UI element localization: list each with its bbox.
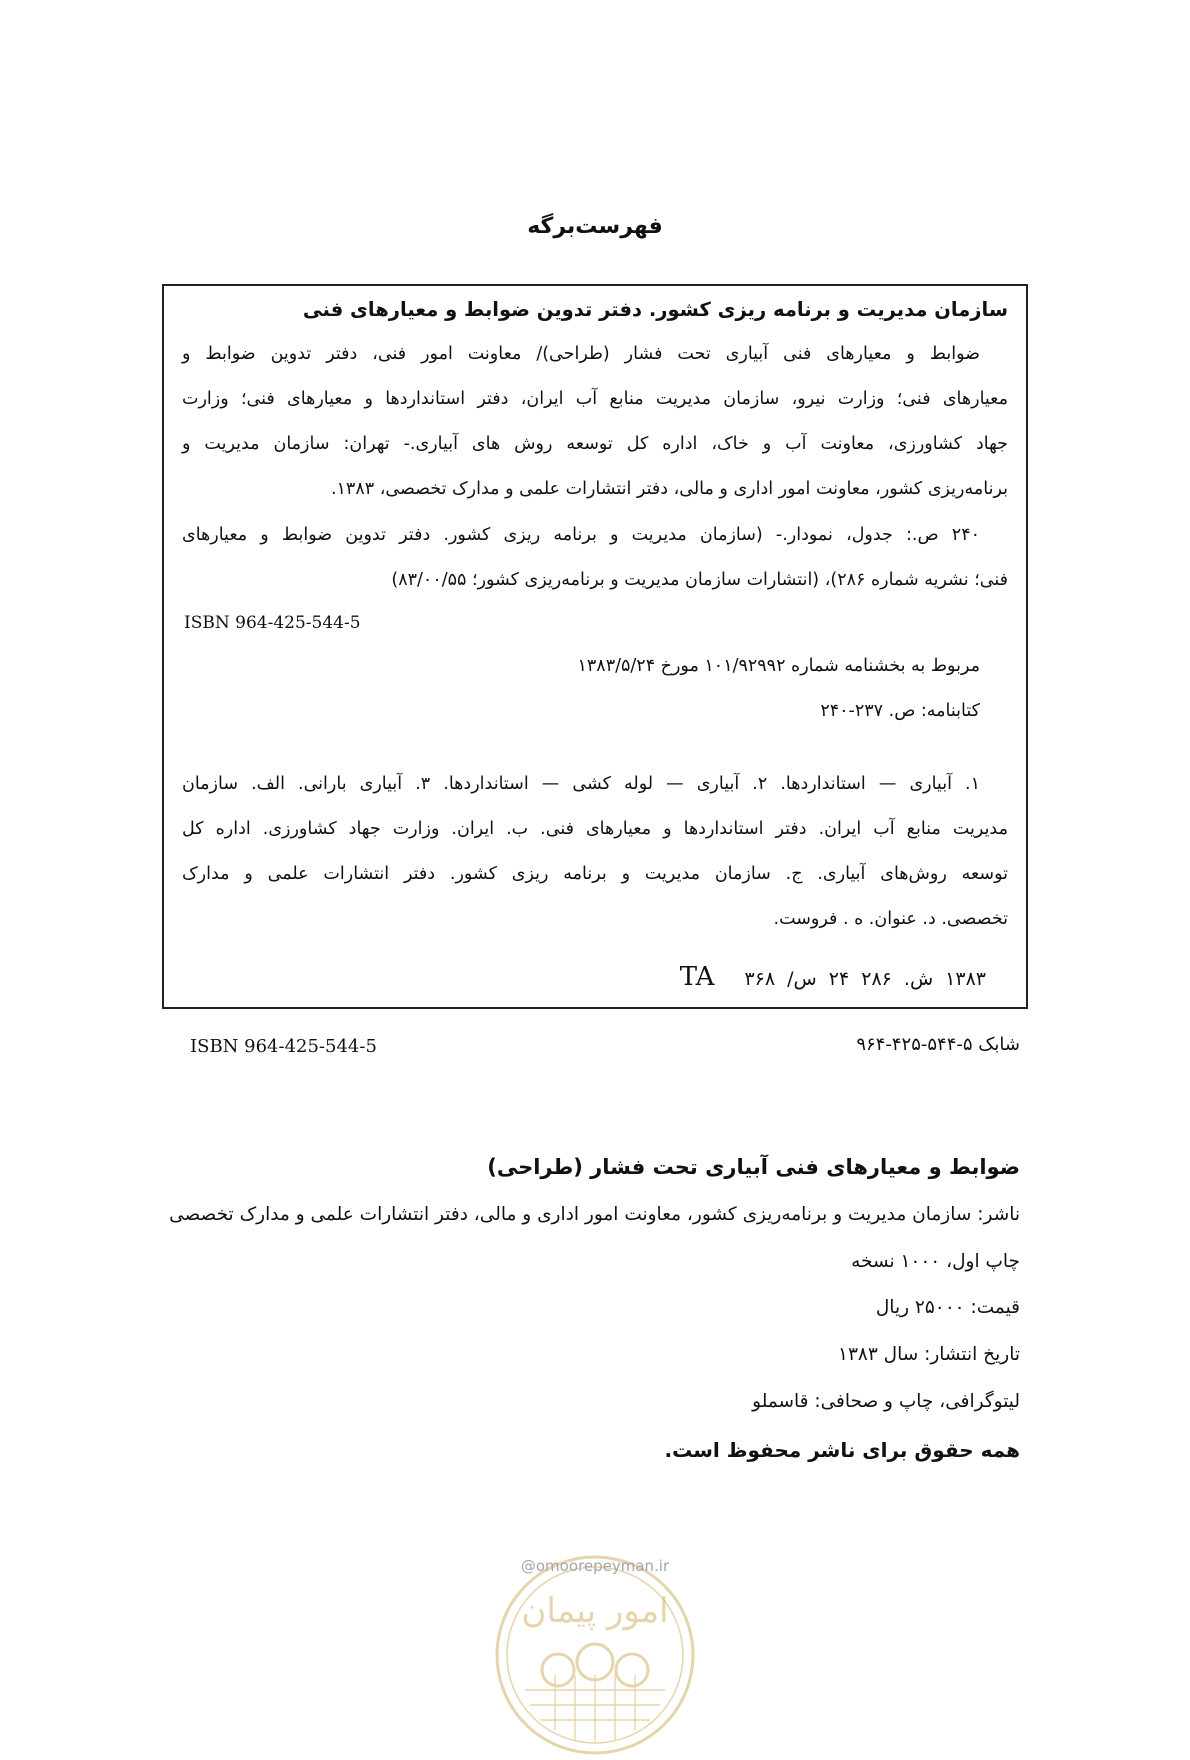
catalog-isbn: ISBN 964-425-544-5 [184,613,361,633]
publisher-line: ناشر: سازمان مدیریت و برنامه‌ریزی کشور، معاونت امور اداری و مالی، دفتر انتشارات علمی و مدارک تخصصی [169,1204,1020,1225]
seal-text: امور پیمان [521,1591,669,1631]
catalog-title-line: برنامه‌ریزی کشور، معاونت امور اداری و مالی، دفتر انتشارات علمی و مدارک تخصصی، ۱۳۸۳. [330,479,1008,499]
classification-number: ۱۳۸۳ ش. ۲۸۶ ۲۴ س/ ۳۶۸ [744,968,986,990]
catalog-physical-line: ۲۴۰ ص.: جدول، نمودار.- (سازمان مدیریت و برنامه ریزی کشور. دفتر تدوین ضوابط و معیارهای [182,525,980,545]
publication-title: ضوابط و معیارهای فنی آبیاری تحت فشار (طراحی) [487,1155,1020,1179]
catalog-title-line: جهاد کشاورزی، معاونت آب و خاک، اداره کل توسعه روش های آبیاری.- تهران: سازمان مدیریت و [182,434,1008,454]
catalog-classification [680,962,986,992]
page-title: فهرست‌برگه [527,214,663,239]
catalog-subject-line: توسعه روش‌های آبیاری. ج. سازمان مدیریت و برنامه ریزی کشور. دفتر انتشارات علمی و مدارک [182,864,1008,884]
classification-code: TA [679,962,715,992]
catalog-title-line: معیارهای فنی؛ وزارت نیرو، سازمان مدیریت منابع آب ایران، دفتر استانداردها و معیارهای فنی؛ وزارت [182,389,1008,409]
catalog-bibliography: کتابنامه: ص. ۲۳۷-۲۴۰ [820,701,980,721]
catalog-title-line: ضوابط و معیارهای فنی آبیاری تحت فشار (طراحی)/ معاونت امور فنی، دفتر تدوین ضوابط و [182,344,980,364]
catalog-physical-line: فنی؛ نشریه شماره ۲۸۶)، (انتشارات سازمان مدیریت و برنامه‌ریزی کشور؛ ۸۳/۰۰/۵۵) [391,570,1008,590]
catalog-note: مربوط به بخشنامه شماره ۱۰۱/۹۲۹۹۲ مورخ ۱۳۸۳/۵/۲۴ [577,656,980,676]
price-line: قیمت: ۲۵۰۰۰ ریال [875,1297,1020,1318]
catalog-subject-line: ۱. آبیاری — استانداردها. ۲. آبیاری — لوله کشی — استانداردها. ۳. آبیاری بارانی. الف. سازمان [182,774,980,794]
catalog-subject-line: تخصصی. د. عنوان. ه . فروست. [773,909,1008,929]
catalog-author: سازمان مدیریت و برنامه ریزی کشور. دفتر تدوین ضوابط و معیارهای فنی [302,298,1008,321]
printing-line: لیتوگرافی، چاپ و صحافی: قاسملو [752,1391,1020,1412]
catalog-card [162,284,1028,1009]
seal-watermark-icon [490,1550,700,1760]
catalog-subject-line: مدیریت منابع آب ایران. دفتر استانداردها و معیارهای فنی. ب. ایران. وزارت جهاد کشاورزی. اداره کل [182,819,1008,839]
isbn-latin: ISBN 964-425-544-5 [190,1036,377,1057]
edition-line: چاپ اول، ۱۰۰۰ نسخه [851,1251,1020,1272]
isbn-persian: شابک ۵-۵۴۴-۴۲۵-۹۶۴ [856,1034,1020,1055]
copyright-line: همه حقوق برای ناشر محفوظ است. [664,1438,1020,1462]
publication-date-line: تاریخ انتشار: سال ۱۳۸۳ [838,1344,1020,1365]
watermark-handle: @omoorepeyman.ir [520,1557,670,1575]
